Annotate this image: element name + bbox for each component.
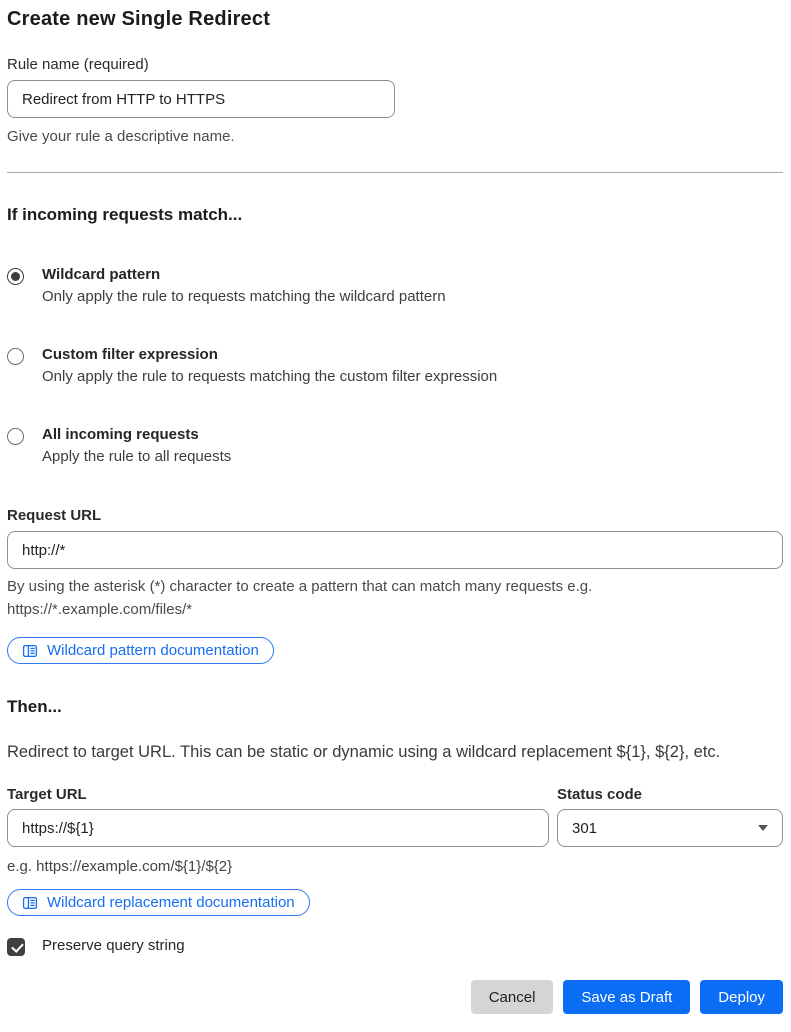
deploy-button[interactable]: Deploy bbox=[700, 980, 783, 1014]
rule-name-input[interactable] bbox=[7, 80, 395, 118]
footer-actions bbox=[7, 980, 783, 1014]
request-url-input[interactable] bbox=[7, 531, 783, 569]
request-url-help-line2: https://*.example.com/files/* bbox=[7, 601, 193, 618]
target-url-help: e.g. https://example.com/${1}/${2} bbox=[7, 858, 233, 875]
rule-name-label: Rule name (required) bbox=[7, 56, 149, 73]
radio-label: Custom filter expression bbox=[42, 346, 218, 363]
then-description: Redirect to target URL. This can be static or dynamic using a wildcard replacement ${1}, ${2}, etc. bbox=[7, 743, 721, 761]
target-status-row bbox=[7, 786, 783, 847]
wildcard-replacement-docs-label: Wildcard replacement documentation bbox=[47, 894, 295, 911]
radio-button-all-incoming-requests[interactable] bbox=[7, 428, 24, 445]
status-code-select[interactable] bbox=[557, 809, 783, 847]
status-code-value: 301 bbox=[572, 819, 598, 837]
caret-down-icon bbox=[758, 825, 768, 831]
page-title: Create new Single Redirect bbox=[7, 8, 271, 30]
radio-label: All incoming requests bbox=[42, 426, 199, 443]
radio-button-wildcard-pattern[interactable] bbox=[7, 268, 24, 285]
cancel-button[interactable]: Cancel bbox=[471, 980, 554, 1014]
rule-name-help: Give your rule a descriptive name. bbox=[7, 128, 235, 145]
status-code-label: Status code bbox=[557, 786, 643, 803]
save-as-draft-button[interactable]: Save as Draft bbox=[563, 980, 690, 1014]
radio-description: Only apply the rule to requests matching the wildcard pattern bbox=[42, 288, 446, 305]
radio-option-wildcard-pattern[interactable] bbox=[7, 266, 783, 305]
wildcard-replacement-docs-button[interactable] bbox=[7, 889, 310, 916]
then-section-heading: Then... bbox=[7, 697, 62, 716]
wildcard-pattern-docs-button[interactable] bbox=[7, 637, 274, 664]
radio-option-custom-filter-expression[interactable] bbox=[7, 346, 783, 385]
preserve-query-string-row[interactable] bbox=[7, 937, 783, 956]
preserve-query-string-label: Preserve query string bbox=[42, 937, 185, 954]
target-url-input[interactable] bbox=[7, 809, 549, 847]
wildcard-pattern-docs-label: Wildcard pattern documentation bbox=[47, 642, 259, 659]
radio-description: Apply the rule to all requests bbox=[42, 448, 232, 465]
section-divider bbox=[7, 172, 783, 173]
request-url-help bbox=[7, 575, 783, 621]
match-section-heading: If incoming requests match... bbox=[7, 205, 243, 224]
request-url-help-line1: By using the asterisk (*) character to create a pattern that can match many requests e.g. bbox=[7, 578, 593, 595]
book-open-icon bbox=[22, 895, 38, 911]
target-url-label: Target URL bbox=[7, 786, 87, 803]
radio-label: Wildcard pattern bbox=[42, 266, 161, 283]
radio-button-custom-filter-expression[interactable] bbox=[7, 348, 24, 365]
radio-description: Only apply the rule to requests matching the custom filter expression bbox=[42, 368, 498, 385]
radio-option-all-incoming-requests[interactable] bbox=[7, 426, 783, 465]
book-open-icon bbox=[22, 643, 38, 659]
preserve-query-string-checkbox[interactable] bbox=[7, 938, 25, 956]
request-url-label: Request URL bbox=[7, 507, 102, 524]
create-single-redirect-form bbox=[7, 8, 783, 1014]
